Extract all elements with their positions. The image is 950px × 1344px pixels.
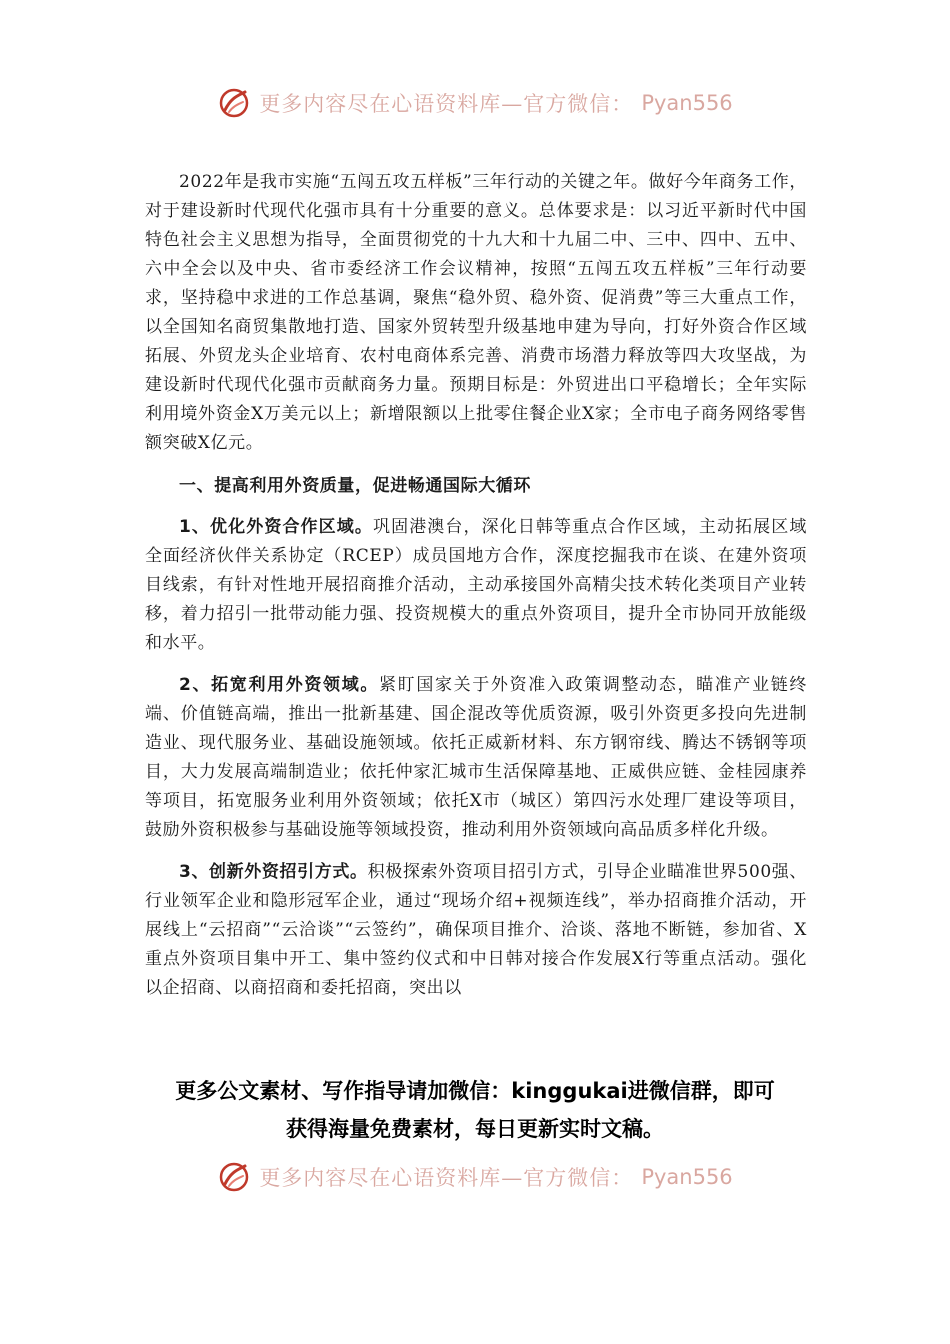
logo-icon (217, 86, 251, 120)
logo-icon (217, 1160, 251, 1194)
watermark-header (0, 86, 950, 120)
item-paragraph-1 (145, 513, 807, 658)
item-paragraph-3 (145, 858, 807, 1003)
promo-banner (130, 1072, 820, 1148)
watermark-wechat-id: Pyan556 (641, 91, 733, 115)
promo-line-1: 更多公文素材、写作指导请加微信：kinggukai进微信群，即可 (175, 1079, 775, 1103)
item-lead-3: 3、创新外资招引方式。 (179, 862, 368, 882)
item-body-1: 巩固港澳台，深化日韩等重点合作区域，主动拓展区域全面经济伙伴关系协定（RCEP）成员国地方合作，深度挖掘我市在谈、在建外资项目线索，有针对性地开展招商推介活动，主动承接国外高精尖技术转化类项目产业转移，着力招引一批带动能力强、投资规模大的重点外资项目，提升全市协同开放能级和水平。 (145, 517, 807, 653)
watermark-footer (0, 1160, 950, 1194)
item-paragraph-2 (145, 671, 807, 845)
promo-line-2: 获得海量免费素材，每日更新实时文稿。 (286, 1117, 664, 1141)
item-body-3: 积极探索外资项目招引方式，引导企业瞄准世界500强、行业领军企业和隐形冠军企业，通过“现场介绍+视频连线”，举办招商推介活动，开展线上“云招商”“云洽谈”“云签约”，确保项目推介、洽谈、落地不断链，参加省、X重点外资项目集中开工、集中签约仪式和中日韩对接合作发展X行等重点活动。强化以企招商、以商招商和委托招商，突出以 (145, 862, 808, 998)
item-lead-1: 1、优化外资合作区域。 (179, 517, 373, 537)
intro-paragraph: 2022年是我市实施“五闯五攻五样板”三年行动的关键之年。做好今年商务工作，对于建设新时代现代化强市具有十分重要的意义。总体要求是：以习近平新时代中国特色社会主义思想为指导，全面贯彻党的十九大和十九届二中、三中、四中、五中、六中全会以及中央、省市委经济工作会议精神，按照“五闯五攻五样板”三年行动要求，坚持稳中求进的工作总基调，聚焦“稳外贸、稳外资、促消费”等三大重点工作，以全国知名商贸集散地打造、国家外贸转型升级基地申建为导向，打好外资合作区域拓展、外贸龙头企业培育、农村电商体系完善、消费市场潜力释放等四大攻坚战，为建设新时代现代化强市贡献商务力量。预期目标是：外贸进出口平稳增长；全年实际利用境外资金X万美元以上；新增限额以上批零住餐企业X家；全市电子商务网络零售额突破X亿元。 (145, 172, 807, 453)
document-body (145, 168, 807, 1003)
item-body-2: 紧盯国家关于外资准入政策调整动态，瞄准产业链终端、价值链高端，推出一批新基建、国企混改等优质资源，吸引外资更多投向先进制造业、现代服务业、基础设施领域。依托正威新材料、东方钢帘线、腾达不锈钢等项目，大力发展高端制造业；依托仲家汇城市生活保障基地、正威供应链、金桂园康养等项目，拓宽服务业利用外资领域；依托X市（城区）第四污水处理厂建设等项目，鼓励外资积极参与基础设施等领域投资，推动利用外资领域向高品质多样化升级。 (145, 675, 807, 840)
watermark-text: 更多内容尽在心语资料库—官方微信： (259, 92, 634, 116)
watermark-wechat-id: Pyan556 (641, 1165, 733, 1189)
watermark-text: 更多内容尽在心语资料库—官方微信： (259, 1166, 634, 1190)
item-lead-2: 2、拓宽利用外资领域。 (179, 675, 380, 695)
section-heading: 一、提高利用外资质量，促进畅通国际大循环 (179, 476, 531, 496)
